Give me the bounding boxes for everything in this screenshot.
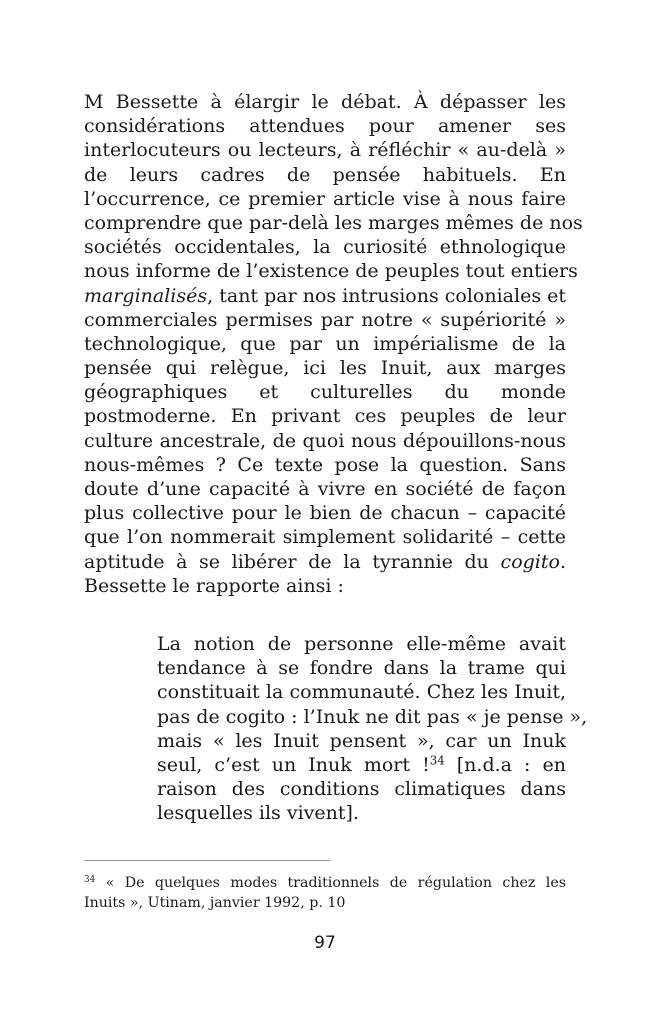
paragraph-line: pensée qui relègue, ici les Inuit, aux marges — [84, 357, 566, 380]
body-paragraph — [84, 90, 583, 598]
quote-line: mais « les Inuit pensent », car un Inuk — [157, 729, 566, 752]
line-text: « De quelques modes traditionnels de régulation chez les — [95, 875, 566, 891]
line-text: seul, c’est un Inuk mort ! — [157, 753, 430, 776]
quote-line: lesquelles ils vivent]. — [157, 802, 359, 825]
footnote-divider — [84, 860, 330, 861]
line-text: . — [559, 550, 566, 573]
paragraph-line: technologique, que par un impérialisme de la — [84, 332, 566, 355]
footnote-reference[interactable]: 34 — [429, 753, 445, 768]
italic-word: marginalisés — [84, 284, 208, 307]
paragraph-line: doute d’une capacité à vivre en société de façon — [84, 478, 566, 500]
paragraph-line: comprendre que par-delà les marges mêmes de nos — [84, 211, 583, 234]
footnote-line — [84, 873, 566, 893]
paragraph-line: de leurs cadres de pensée habituels. En — [84, 163, 566, 186]
block-quote — [157, 632, 588, 826]
paragraph-line: nous informe de l’existence de peuples tout entiers — [84, 260, 578, 283]
paragraph-line: nous-mêmes ? Ce texte pose la question. Sans — [84, 453, 566, 476]
paragraph-line: géographiques et culturelles du monde — [84, 381, 566, 404]
paragraph-line: postmoderne. En privant ces peuples de leur — [84, 405, 566, 428]
quote-line: tendance à se fondre dans la trame qui — [157, 657, 566, 680]
paragraph-line: l’occurrence, ce premier article vise à nous faire — [84, 187, 566, 210]
quote-line: pas de cogito : l’Inuk ne dit pas « je pense », — [157, 705, 588, 728]
italic-word: cogito — [500, 550, 560, 573]
paragraph-line: que l’on nommerait simplement solidarité – cette — [84, 526, 566, 549]
paragraph-line: M Bessette à élargir le débat. À dépasser les — [84, 91, 566, 113]
line-text: , tant par nos intrusions coloniales et — [207, 284, 566, 307]
quote-line: constituait la communauté. Chez les Inuit, — [157, 681, 566, 704]
footnote — [84, 873, 566, 913]
paragraph-line — [84, 550, 566, 574]
paragraph-line: sociétés occidentales, la curiosité ethnologique — [84, 236, 566, 259]
line-text: aptitude à se libérer de la tyrannie du — [84, 550, 501, 573]
paragraph-line: commerciales permises par notre « supériorité » — [84, 308, 566, 331]
quote-line: raison des conditions climatiques dans — [157, 778, 566, 801]
paragraph-line: considérations attendues pour amener ses — [84, 115, 566, 138]
quote-line: La notion de personne elle-même avait — [157, 633, 566, 655]
footnote-line: Inuits », Utinam, janvier 1992, p. 10 — [84, 895, 346, 911]
paragraph-line — [84, 284, 566, 308]
paragraph-line: culture ancestrale, de quoi nous dépouillons-nous — [84, 429, 566, 452]
page-number: 97 — [314, 933, 336, 953]
quote-line — [157, 753, 566, 777]
footnote-marker: 34 — [84, 875, 96, 886]
paragraph-line: interlocuteurs ou lecteurs, à réfléchir « au-delà » — [84, 139, 566, 162]
line-text: [n.d.a : en — [444, 753, 566, 776]
paragraph-line: plus collective pour le bien de chacun – capacité — [84, 502, 566, 525]
paragraph-line: Bessette le rapporte ainsi : — [84, 574, 344, 597]
